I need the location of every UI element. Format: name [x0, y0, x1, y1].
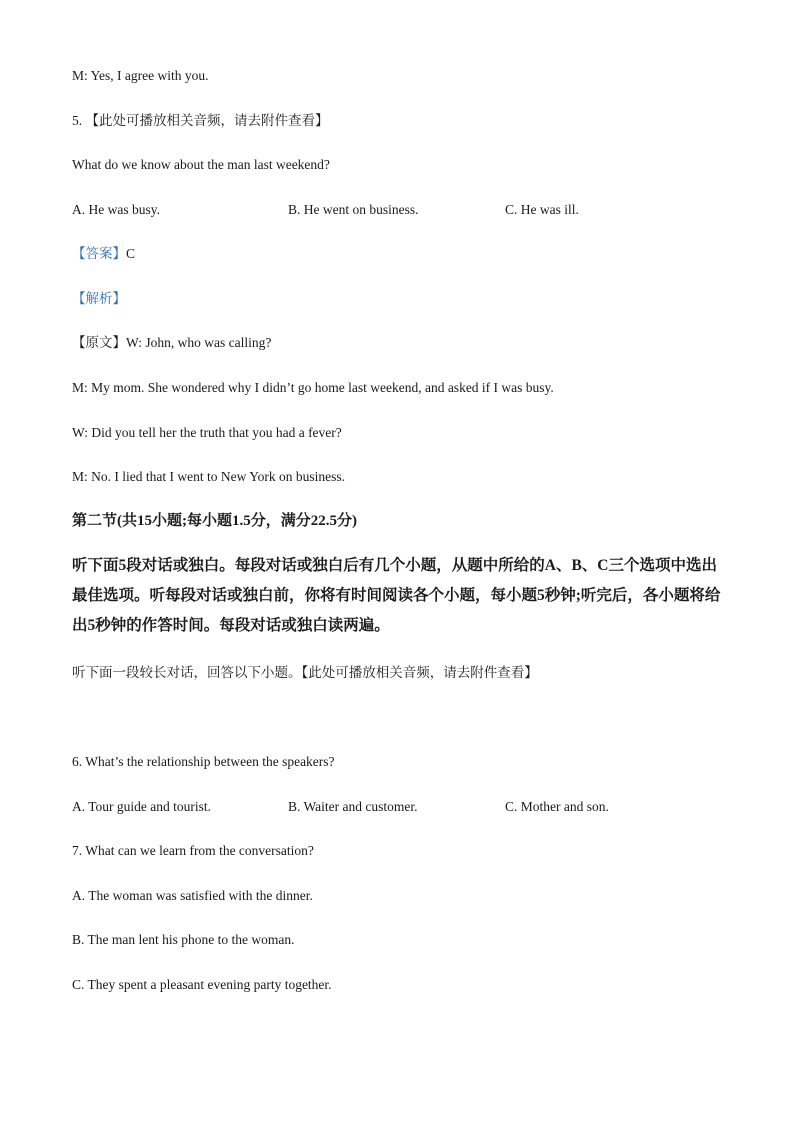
q5-option-c: C. He was ill.: [505, 202, 579, 217]
original-w1: W: John, who was calling?: [126, 335, 272, 350]
section-instructions: 听下面5段对话或独白。每段对话或独白后有几个小题，从题中所给的A、B、C三个选项中选出最佳选项。听每段对话或独白前，你将有时间阅读各个小题，每小题5秒钟;听完后，各小题将给出5秒钟的作答时间。每段对话或独白读两遍。: [72, 557, 721, 634]
q6-option-b: B. Waiter and customer.: [288, 799, 418, 814]
q7-option-b: B. The man lent his phone to the woman.: [72, 932, 295, 947]
dialogue-line-w-fever: W: Did you tell her the truth that you had a fever?: [72, 425, 342, 440]
q7-option-a: A. The woman was satisfied with the dinner.: [72, 888, 313, 903]
analysis-tag: 【解析】: [72, 291, 126, 306]
question-5-text: What do we know about the man last weekend?: [72, 157, 330, 172]
dialogue-line-m-mom: M: My mom. She wondered why I didn’t go home last weekend, and asked if I was busy.: [72, 380, 554, 395]
question-6-text: 6. What’s the relationship between the speakers?: [72, 754, 335, 769]
answer-value: C: [126, 246, 136, 261]
answer-tag: 【答案】: [72, 246, 126, 261]
question-5-label: 5. 【此处可播放相关音频，请去附件查看】: [72, 113, 329, 128]
question-7-text: 7. What can we learn from the conversation?: [72, 843, 314, 858]
long-dialogue-intro: 听下面一段较长对话，回答以下小题。【此处可播放相关音频，请去附件查看】: [72, 665, 538, 680]
q6-option-a: A. Tour guide and tourist.: [72, 799, 212, 814]
dialogue-line-m-lied: M: No. I lied that I went to New York on business.: [72, 469, 345, 484]
original-tag: 【原文】: [72, 335, 126, 350]
original-text-line: [72, 334, 271, 352]
answer-line: [72, 245, 135, 263]
q5-option-b: B. He went on business.: [288, 202, 419, 217]
q6-option-c: C. Mother and son.: [505, 799, 609, 814]
section-title: 第二节(共15小题;每小题1.5分，满分22.5分): [72, 513, 357, 529]
q7-option-c: C. They spent a pleasant evening party together.: [72, 977, 332, 992]
dialogue-line-m-agree: M: Yes, I agree with you.: [72, 68, 209, 83]
q5-option-a: A. He was busy.: [72, 202, 160, 217]
